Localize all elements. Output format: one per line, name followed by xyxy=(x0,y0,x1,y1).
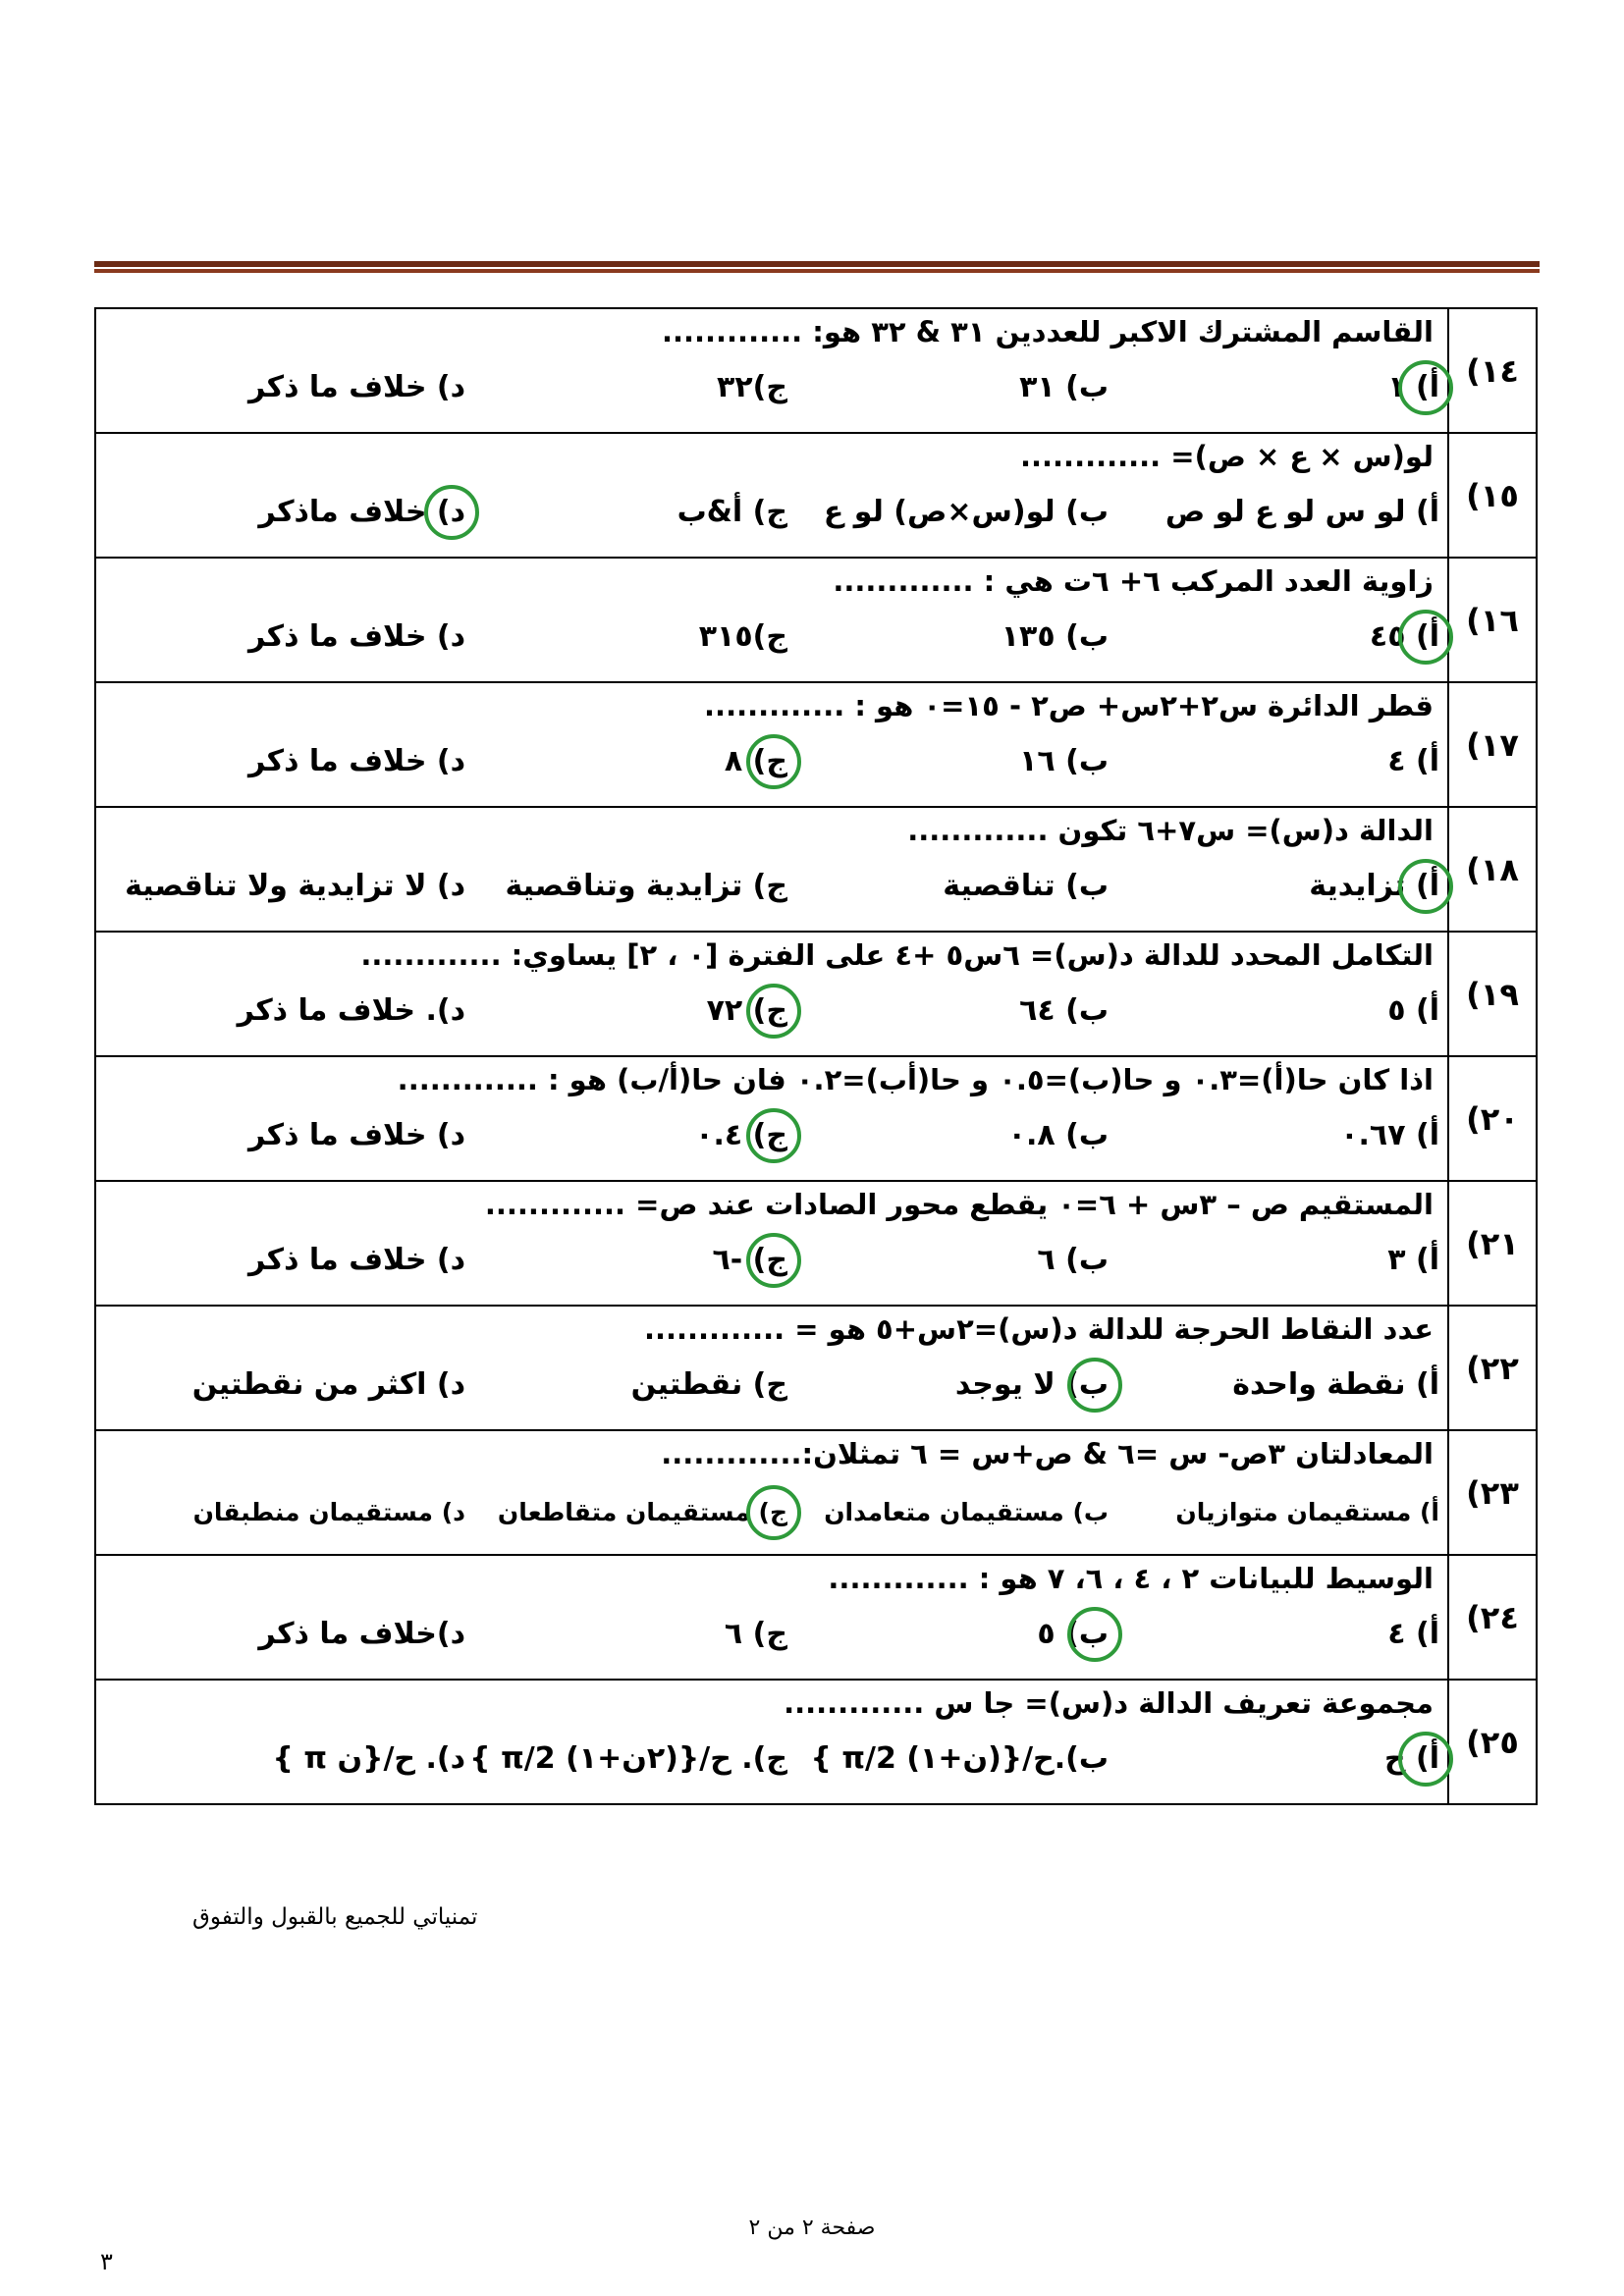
answer-option[interactable] xyxy=(955,1367,1109,1402)
answer-option-label: ب) مستقيمان متعامدان xyxy=(824,1498,1109,1526)
answer-option[interactable] xyxy=(824,495,1109,529)
answer-option[interactable] xyxy=(717,370,787,404)
options-row xyxy=(96,869,1447,918)
answer-option-label: أ) ٤ xyxy=(1387,1617,1439,1651)
question-text: زاوية العدد المركب ٦+ ٦ت هي : ............. xyxy=(833,564,1434,598)
answer-option[interactable] xyxy=(238,993,465,1028)
answer-option-label: د)خلاف ما ذكر xyxy=(258,1617,465,1651)
answer-option[interactable] xyxy=(1387,744,1439,778)
question-text: مجموعة تعريف الدالة د(س)= جا س ............. xyxy=(784,1686,1434,1720)
question-row xyxy=(95,1181,1537,1306)
question-cell xyxy=(95,932,1448,1056)
question-number: ٢٥) xyxy=(1448,1680,1537,1804)
answer-option[interactable] xyxy=(712,1243,787,1277)
answer-option[interactable] xyxy=(677,495,787,529)
answer-option[interactable] xyxy=(1175,1498,1439,1526)
questions-table xyxy=(94,307,1538,1805)
answer-option[interactable] xyxy=(125,869,465,903)
answer-option[interactable] xyxy=(1340,1118,1439,1152)
question-text: اذا كان حا(أ)=٠.٣ و حا(ب)=٠.٥ و حا(أب)=٠.٢ فان حا(أ/ب) هو : ............. xyxy=(397,1063,1434,1096)
answer-option[interactable] xyxy=(498,1498,787,1526)
question-cell xyxy=(95,308,1448,433)
answer-option[interactable] xyxy=(1232,1367,1439,1402)
question-row xyxy=(95,1555,1537,1680)
answer-option[interactable] xyxy=(1387,1617,1439,1651)
question-cell xyxy=(95,1555,1448,1680)
answer-option[interactable] xyxy=(248,619,465,654)
answer-option[interactable] xyxy=(248,370,465,404)
selected-answer-label: ج) ٠.٤ xyxy=(695,1118,787,1152)
answer-option[interactable] xyxy=(695,1118,787,1152)
answer-option-label: ب) ٠.٨ xyxy=(1007,1118,1109,1152)
question-number: ٢٣) xyxy=(1448,1430,1537,1555)
answer-option-label: د) خلاف ما ذكر xyxy=(247,370,465,404)
answer-option-label: ج) تزايدية وتناقصية xyxy=(505,869,787,903)
answer-option[interactable] xyxy=(192,1367,465,1402)
answer-option[interactable] xyxy=(1019,993,1109,1028)
answer-option-label: د) خلاف ما ذكر xyxy=(247,1243,465,1277)
question-number: ٢٠) xyxy=(1448,1056,1537,1181)
answer-option[interactable] xyxy=(1387,1243,1439,1277)
question-row xyxy=(95,682,1537,807)
options-row xyxy=(96,993,1447,1042)
answer-option-label: أ) نقطة واحدة xyxy=(1232,1367,1439,1402)
answer-option[interactable] xyxy=(248,744,465,778)
selected-answer-label: ب) ٥ xyxy=(1037,1617,1109,1651)
selected-answer-label: ب) لا يوجد xyxy=(954,1367,1109,1402)
answer-option-label: ب) ٦٤ xyxy=(1019,993,1109,1028)
question-cell xyxy=(95,1056,1448,1181)
options-row xyxy=(96,619,1447,668)
answer-option[interactable] xyxy=(1019,744,1109,778)
question-number: ١٧) xyxy=(1448,682,1537,807)
question-cell xyxy=(95,1306,1448,1430)
answer-option[interactable] xyxy=(1019,370,1109,404)
options-row xyxy=(96,1243,1447,1292)
answer-option[interactable] xyxy=(1370,619,1439,654)
answer-option[interactable] xyxy=(631,1367,787,1402)
answer-option-label: أ) ٤ xyxy=(1387,744,1439,778)
answer-option-label: د) مستقيمان منطبقان xyxy=(192,1498,465,1526)
answer-option-label: ب) لو(س×ص) لو ع xyxy=(823,495,1109,529)
selected-answer-label: ج) ٨ xyxy=(724,744,787,778)
answer-option-label: أ) ٠.٦٧ xyxy=(1340,1118,1439,1152)
question-text: القاسم المشترك الاكبر للعددين ٣١ & ٣٢ هو: ............. xyxy=(661,315,1434,348)
answer-option-label: ج) ٦ xyxy=(724,1617,787,1651)
question-number: ٢٤) xyxy=(1448,1555,1537,1680)
selected-answer-label: أ) ٤٥ xyxy=(1369,619,1439,654)
question-cell xyxy=(95,807,1448,932)
question-text: التكامل المحدد للدالة د(س)= ٦س٥ +٤ على الفترة [٠ ، ٢] يساوي: ............. xyxy=(360,938,1434,972)
answer-option[interactable] xyxy=(193,1498,465,1526)
question-row xyxy=(95,308,1537,433)
answer-option[interactable] xyxy=(943,869,1109,903)
answer-option-label: د). ح/{ن π } xyxy=(272,1741,465,1776)
answer-option[interactable] xyxy=(1001,619,1109,654)
options-row xyxy=(96,1118,1447,1167)
selected-answer-label: أ) ١ xyxy=(1387,370,1439,404)
question-cell xyxy=(95,682,1448,807)
question-row xyxy=(95,1306,1537,1430)
question-text: الوسيط للبيانات ٢ ، ٤ ، ٦، ٧ هو : ............. xyxy=(828,1562,1434,1595)
answer-option[interactable] xyxy=(1165,495,1439,529)
answer-option[interactable] xyxy=(699,619,787,654)
answer-option[interactable] xyxy=(811,1741,1110,1776)
question-text: الدالة د(س)= س٧+٦ تكون ............. xyxy=(907,814,1434,847)
question-cell xyxy=(95,1181,1448,1306)
answer-option-label: ج). ح/{(٢ن+١) π/2 } xyxy=(469,1741,787,1776)
page-number: ٣ xyxy=(100,2248,113,2275)
question-number: ٢٢) xyxy=(1448,1306,1537,1430)
options-row xyxy=(96,1492,1447,1541)
answer-option-label: ب).ح/{(ن+١) π/2 } xyxy=(810,1741,1109,1776)
question-text: عدد النقاط الحرجة للدالة د(س)=٢س+٥ هو = ............. xyxy=(643,1312,1434,1346)
answer-option-label: ب) ٦ xyxy=(1037,1243,1109,1277)
answer-option-label: د) اكثر من نقطتين xyxy=(191,1367,465,1402)
answer-option-label: أ) ٥ xyxy=(1387,993,1439,1028)
answer-option-label: ب) ١٣٥ xyxy=(1001,619,1109,654)
selected-answer-label: أ) ح xyxy=(1383,1741,1439,1776)
answer-option[interactable] xyxy=(248,1118,465,1152)
answer-option[interactable] xyxy=(1037,1617,1109,1651)
answer-option-label: د). خلاف ما ذكر xyxy=(237,993,465,1028)
question-row xyxy=(95,558,1537,682)
answer-option[interactable] xyxy=(1384,1741,1439,1776)
question-number: ١٥) xyxy=(1448,433,1537,558)
answer-option-label: د) خلاف ما ذكر xyxy=(247,744,465,778)
answer-option[interactable] xyxy=(1008,1118,1109,1152)
answer-option-label: ج) أ&ب xyxy=(677,495,787,529)
options-row xyxy=(96,1367,1447,1416)
answer-option-label: د) خلاف ما ذكر xyxy=(247,1118,465,1152)
question-text: قطر الدائرة س٢+٢س+ ص٢ - ١٥=٠ هو : ............. xyxy=(704,689,1434,722)
answer-option[interactable] xyxy=(725,744,787,778)
answer-option[interactable] xyxy=(258,1617,465,1651)
question-number: ٢١) xyxy=(1448,1181,1537,1306)
question-cell xyxy=(95,433,1448,558)
answer-option-label: ب) ١٦ xyxy=(1019,744,1109,778)
answer-option-label: ب) تناقصية xyxy=(943,869,1109,903)
question-row xyxy=(95,1430,1537,1555)
selected-answer-label: ج) -٦ xyxy=(712,1243,787,1277)
question-row xyxy=(95,433,1537,558)
selected-answer-label: ج) مستقيمان متقاطعان xyxy=(497,1498,787,1526)
selected-answer-label: ج) ٧٢ xyxy=(706,993,787,1028)
options-row xyxy=(96,744,1447,793)
answer-option[interactable] xyxy=(258,495,465,529)
answer-option[interactable] xyxy=(1037,1243,1109,1277)
header-rule xyxy=(94,261,1540,273)
question-row xyxy=(95,932,1537,1056)
answer-option-label: أ) مستقيمان متوازيان xyxy=(1175,1498,1439,1526)
question-cell xyxy=(95,558,1448,682)
answer-option[interactable] xyxy=(248,1243,465,1277)
page-label: صفحة ٢ من ٢ xyxy=(748,2216,876,2240)
answer-option[interactable] xyxy=(273,1741,465,1776)
answer-option[interactable] xyxy=(505,869,787,903)
question-row xyxy=(95,1680,1537,1804)
question-cell xyxy=(95,1680,1448,1804)
answer-option[interactable] xyxy=(824,1498,1109,1526)
options-row xyxy=(96,1617,1447,1666)
answer-option[interactable] xyxy=(1387,370,1439,404)
answer-option-label: ب) ٣١ xyxy=(1019,370,1109,404)
answer-option[interactable] xyxy=(469,1741,787,1776)
answer-option[interactable] xyxy=(1387,993,1439,1028)
question-cell xyxy=(95,1430,1448,1555)
footer-note: تمنياتي للجميع بالقبول والتفوق xyxy=(192,1904,478,1930)
answer-option[interactable] xyxy=(707,993,787,1028)
question-number: ١٨) xyxy=(1448,807,1537,932)
options-row xyxy=(96,1741,1447,1790)
question-row xyxy=(95,807,1537,932)
question-number: ١٤) xyxy=(1448,308,1537,433)
selected-answer-label: أ) تزايدية xyxy=(1309,869,1439,903)
answer-option-label: أ) لو س لو ع لو ص xyxy=(1164,495,1439,529)
answer-option-label: د) لا تزايدية ولا تناقصية xyxy=(125,869,465,903)
question-text: المعادلتان ٣ص- س =٦ & ص+س = ٦ تمثلان:............. xyxy=(661,1437,1434,1470)
question-text: لو(س × ع × ص)= ............. xyxy=(1019,440,1434,473)
answer-option-label: ج) نقطتين xyxy=(630,1367,787,1402)
answer-option[interactable] xyxy=(725,1617,787,1651)
question-number: ١٩) xyxy=(1448,932,1537,1056)
answer-option-label: ج)٣٢ xyxy=(717,370,787,404)
options-row xyxy=(96,370,1447,419)
options-row xyxy=(96,495,1447,544)
answer-option-label: ج)٣١٥ xyxy=(698,619,787,654)
question-text: المستقيم ص – ٣س + ٦=٠ يقطع محور الصادات عند ص= ............. xyxy=(484,1188,1434,1221)
question-number: ١٦) xyxy=(1448,558,1537,682)
question-row xyxy=(95,1056,1537,1181)
answer-option-label: د) خلاف ما ذكر xyxy=(247,619,465,654)
answer-option[interactable] xyxy=(1309,869,1439,903)
answer-option-label: أ) ٣ xyxy=(1387,1243,1439,1277)
selected-answer-label: د) خلاف ماذكر xyxy=(258,495,465,529)
